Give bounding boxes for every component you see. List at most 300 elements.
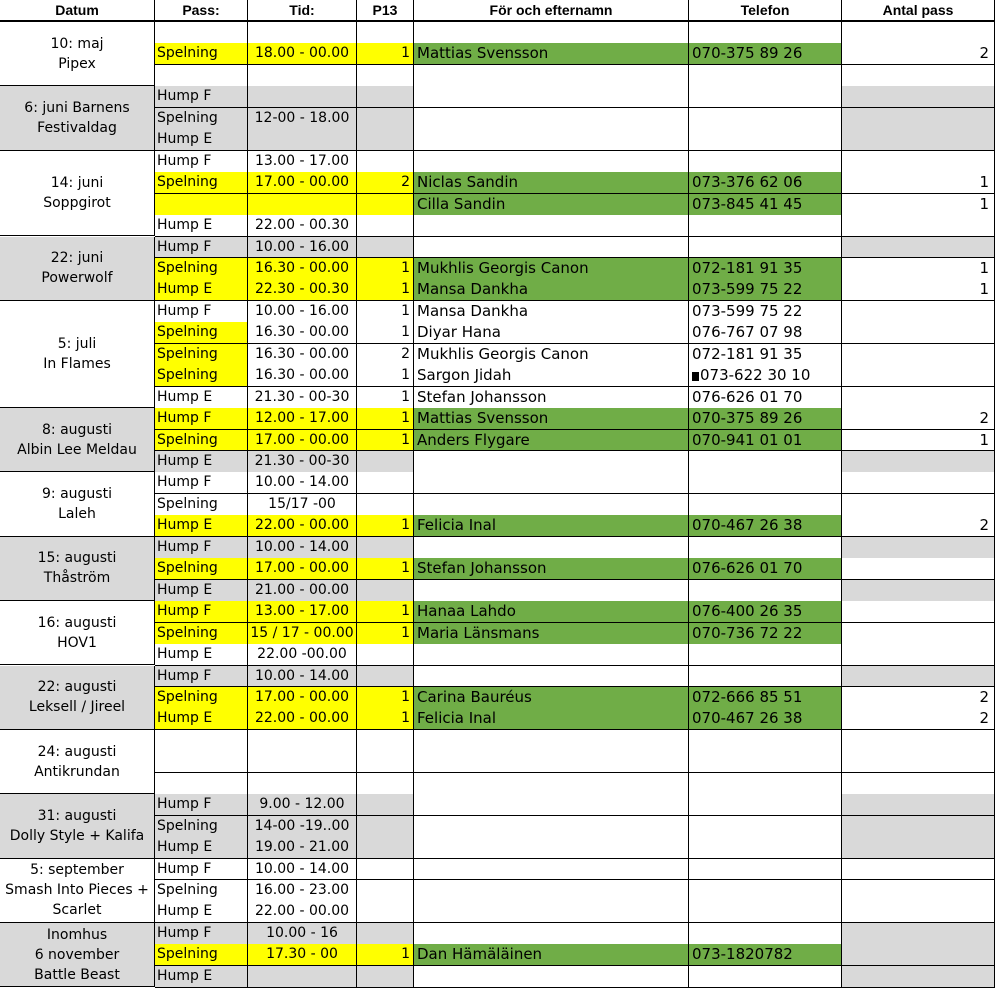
cell-pass[interactable] bbox=[155, 494, 248, 516]
cell-name[interactable] bbox=[414, 794, 689, 816]
cell-tel[interactable] bbox=[689, 387, 842, 409]
cell-pass[interactable] bbox=[155, 22, 248, 44]
cell-antal[interactable] bbox=[842, 43, 995, 65]
cell-pass[interactable] bbox=[155, 237, 248, 259]
cell-tid[interactable] bbox=[248, 880, 357, 902]
cell-name[interactable] bbox=[414, 580, 689, 602]
cell-antal[interactable] bbox=[842, 494, 995, 516]
cell-tel[interactable] bbox=[689, 279, 842, 301]
cell-pass[interactable] bbox=[155, 515, 248, 537]
cell-name[interactable] bbox=[414, 129, 689, 151]
cell-tel[interactable] bbox=[689, 22, 842, 44]
cell-p13[interactable] bbox=[357, 472, 414, 494]
cell-name[interactable] bbox=[414, 837, 689, 859]
cell-name[interactable] bbox=[414, 859, 689, 881]
cell-tid[interactable] bbox=[248, 344, 357, 366]
cell-antal[interactable] bbox=[842, 151, 995, 173]
cell-antal[interactable] bbox=[842, 923, 995, 945]
cell-tel[interactable] bbox=[689, 880, 842, 902]
cell-name[interactable] bbox=[414, 966, 689, 988]
cell-tel[interactable] bbox=[689, 322, 842, 344]
cell-name[interactable] bbox=[414, 344, 689, 366]
cell-antal[interactable] bbox=[842, 258, 995, 280]
cell-tid[interactable] bbox=[248, 537, 357, 559]
cell-text: Hump F bbox=[157, 410, 212, 427]
cell-tel[interactable] bbox=[689, 687, 842, 709]
cell-p13[interactable] bbox=[357, 65, 414, 87]
date-cell[interactable] bbox=[0, 601, 155, 665]
date-cell[interactable] bbox=[0, 408, 155, 472]
cell-p13[interactable] bbox=[357, 365, 414, 387]
cell-pass[interactable] bbox=[155, 558, 248, 580]
cell-tid[interactable] bbox=[248, 494, 357, 516]
cell-antal[interactable] bbox=[842, 966, 995, 988]
cell-pass[interactable] bbox=[155, 666, 248, 688]
date-cell[interactable] bbox=[0, 730, 155, 794]
cell-p13[interactable] bbox=[357, 258, 414, 280]
cell-pass[interactable] bbox=[155, 601, 248, 623]
cell-antal[interactable] bbox=[842, 751, 995, 773]
cell-p13[interactable] bbox=[357, 580, 414, 602]
cell-antal[interactable] bbox=[842, 623, 995, 645]
cell-tel[interactable] bbox=[689, 623, 842, 645]
cell-tid[interactable] bbox=[248, 601, 357, 623]
cell-tid[interactable] bbox=[248, 666, 357, 688]
cell-antal[interactable] bbox=[842, 322, 995, 344]
cell-antal[interactable] bbox=[842, 129, 995, 151]
cell-tel[interactable] bbox=[689, 108, 842, 130]
cell-pass[interactable] bbox=[155, 537, 248, 559]
date-cell[interactable] bbox=[0, 301, 155, 408]
cell-p13[interactable] bbox=[357, 666, 414, 688]
cell-text: 1 bbox=[401, 560, 410, 577]
cell-antal[interactable] bbox=[842, 301, 995, 323]
cell-p13[interactable] bbox=[357, 515, 414, 537]
cell-tel[interactable] bbox=[689, 666, 842, 688]
cell-tel[interactable] bbox=[689, 43, 842, 65]
cell-text: 1 bbox=[401, 688, 410, 705]
cell-pass[interactable] bbox=[155, 773, 248, 795]
cell-tel[interactable] bbox=[689, 129, 842, 151]
date-cell[interactable] bbox=[0, 472, 155, 536]
cell-tel[interactable] bbox=[689, 859, 842, 881]
cell-p13[interactable] bbox=[357, 451, 414, 473]
cell-tel[interactable] bbox=[689, 515, 842, 537]
cell-pass[interactable] bbox=[155, 301, 248, 323]
cell-tid[interactable] bbox=[248, 472, 357, 494]
cell-tel[interactable] bbox=[689, 751, 842, 773]
cell-pass[interactable] bbox=[155, 687, 248, 709]
cell-tel[interactable] bbox=[689, 730, 842, 752]
cell-tid[interactable] bbox=[248, 151, 357, 173]
cell-name[interactable] bbox=[414, 301, 689, 323]
cell-p13[interactable] bbox=[357, 923, 414, 945]
cell-antal[interactable] bbox=[842, 387, 995, 409]
cell-pass[interactable] bbox=[155, 194, 248, 216]
cell-pass[interactable] bbox=[155, 65, 248, 87]
cell-tid[interactable] bbox=[248, 558, 357, 580]
cell-tid[interactable] bbox=[248, 387, 357, 409]
cell-tel[interactable] bbox=[689, 301, 842, 323]
cell-name[interactable] bbox=[414, 451, 689, 473]
cell-name[interactable] bbox=[414, 537, 689, 559]
cell-tid[interactable] bbox=[248, 86, 357, 108]
cell-pass[interactable] bbox=[155, 151, 248, 173]
cell-pass[interactable] bbox=[155, 472, 248, 494]
cell-pass[interactable] bbox=[155, 279, 248, 301]
cell-p13[interactable] bbox=[357, 322, 414, 344]
cell-antal[interactable] bbox=[842, 194, 995, 216]
cell-antal[interactable] bbox=[842, 408, 995, 430]
cell-p13[interactable] bbox=[357, 751, 414, 773]
cell-p13[interactable] bbox=[357, 687, 414, 709]
cell-p13[interactable] bbox=[357, 344, 414, 366]
cell-tid[interactable] bbox=[248, 751, 357, 773]
cell-antal[interactable] bbox=[842, 344, 995, 366]
cell-tel[interactable] bbox=[689, 580, 842, 602]
cell-tid[interactable] bbox=[248, 730, 357, 752]
cell-text: 10.00 - 14.00 bbox=[254, 538, 350, 555]
cell-tel[interactable] bbox=[689, 472, 842, 494]
cell-name[interactable] bbox=[414, 751, 689, 773]
cell-p13[interactable] bbox=[357, 494, 414, 516]
cell-name[interactable] bbox=[414, 387, 689, 409]
cell-tel[interactable] bbox=[689, 794, 842, 816]
cell-antal[interactable] bbox=[842, 730, 995, 752]
cell-tid[interactable] bbox=[248, 708, 357, 730]
cell-tel[interactable] bbox=[689, 237, 842, 259]
cell-tid[interactable] bbox=[248, 966, 357, 988]
cell-tel[interactable] bbox=[689, 215, 842, 237]
cell-tid[interactable] bbox=[248, 430, 357, 452]
cell-p13[interactable] bbox=[357, 730, 414, 752]
cell-tid[interactable] bbox=[248, 451, 357, 473]
cell-p13[interactable] bbox=[357, 708, 414, 730]
cell-tel[interactable] bbox=[689, 923, 842, 945]
cell-pass[interactable] bbox=[155, 322, 248, 344]
date-cell[interactable] bbox=[0, 666, 155, 730]
cell-tid[interactable] bbox=[248, 644, 357, 666]
cell-name[interactable] bbox=[414, 86, 689, 108]
cell-antal[interactable] bbox=[842, 365, 995, 387]
cell-text: 2 bbox=[401, 345, 410, 362]
cell-tel[interactable] bbox=[689, 86, 842, 108]
cell-p13[interactable] bbox=[357, 623, 414, 645]
cell-tel[interactable] bbox=[689, 601, 842, 623]
cell-name[interactable] bbox=[414, 515, 689, 537]
cell-text: Dan Hämäläinen bbox=[417, 945, 543, 964]
cell-tid[interactable] bbox=[248, 944, 357, 966]
cell-p13[interactable] bbox=[357, 944, 414, 966]
cell-name[interactable] bbox=[414, 494, 689, 516]
cell-tid[interactable] bbox=[248, 65, 357, 87]
cell-p13[interactable] bbox=[357, 151, 414, 173]
cell-pass[interactable] bbox=[155, 837, 248, 859]
cell-tid[interactable] bbox=[248, 623, 357, 645]
cell-tid[interactable] bbox=[248, 515, 357, 537]
cell-p13[interactable] bbox=[357, 172, 414, 194]
cell-p13[interactable] bbox=[357, 601, 414, 623]
cell-antal[interactable] bbox=[842, 708, 995, 730]
date-cell[interactable] bbox=[0, 859, 155, 923]
cell-p13[interactable] bbox=[357, 773, 414, 795]
cell-name[interactable] bbox=[414, 816, 689, 838]
cell-tid[interactable] bbox=[248, 43, 357, 65]
cell-antal[interactable] bbox=[842, 515, 995, 537]
cell-p13[interactable] bbox=[357, 237, 414, 259]
cell-tid[interactable] bbox=[248, 258, 357, 280]
cell-text: Hump E bbox=[157, 517, 213, 534]
cell-p13[interactable] bbox=[357, 880, 414, 902]
cell-name[interactable] bbox=[414, 65, 689, 87]
cell-antal[interactable] bbox=[842, 558, 995, 580]
cell-tid[interactable] bbox=[248, 215, 357, 237]
cell-name[interactable] bbox=[414, 708, 689, 730]
cell-p13[interactable] bbox=[357, 558, 414, 580]
cell-tel[interactable] bbox=[689, 65, 842, 87]
cell-name[interactable] bbox=[414, 258, 689, 280]
cell-tid[interactable] bbox=[248, 923, 357, 945]
cell-pass[interactable] bbox=[155, 708, 248, 730]
cell-tel[interactable] bbox=[689, 365, 842, 387]
cell-name[interactable] bbox=[414, 151, 689, 173]
cell-pass[interactable] bbox=[155, 923, 248, 945]
cell-text: 2 bbox=[979, 709, 989, 728]
cell-pass[interactable] bbox=[155, 408, 248, 430]
cell-p13[interactable] bbox=[357, 194, 414, 216]
cell-tid[interactable] bbox=[248, 22, 357, 44]
cell-name[interactable] bbox=[414, 644, 689, 666]
cell-tel[interactable] bbox=[689, 430, 842, 452]
cell-pass[interactable] bbox=[155, 859, 248, 881]
cell-antal[interactable] bbox=[842, 666, 995, 688]
cell-pass[interactable] bbox=[155, 623, 248, 645]
cell-antal[interactable] bbox=[842, 537, 995, 559]
cell-tid[interactable] bbox=[248, 687, 357, 709]
cell-pass[interactable] bbox=[155, 365, 248, 387]
cell-tel[interactable] bbox=[689, 773, 842, 795]
cell-tid[interactable] bbox=[248, 773, 357, 795]
date-cell[interactable] bbox=[0, 86, 155, 150]
date-cell[interactable] bbox=[0, 151, 155, 237]
cell-pass[interactable] bbox=[155, 387, 248, 409]
cell-p13[interactable] bbox=[357, 837, 414, 859]
cell-antal[interactable] bbox=[842, 215, 995, 237]
cell-pass[interactable] bbox=[155, 430, 248, 452]
cell-p13[interactable] bbox=[357, 387, 414, 409]
cell-tel[interactable] bbox=[689, 837, 842, 859]
cell-name[interactable] bbox=[414, 623, 689, 645]
cell-antal[interactable] bbox=[842, 237, 995, 259]
cell-tel[interactable] bbox=[689, 344, 842, 366]
cell-tel[interactable] bbox=[689, 816, 842, 838]
cell-tid[interactable] bbox=[248, 901, 357, 923]
cell-p13[interactable] bbox=[357, 859, 414, 881]
cell-p13[interactable] bbox=[357, 430, 414, 452]
cell-p13[interactable] bbox=[357, 301, 414, 323]
cell-name[interactable] bbox=[414, 215, 689, 237]
cell-name[interactable] bbox=[414, 430, 689, 452]
cell-name[interactable] bbox=[414, 601, 689, 623]
cell-p13[interactable] bbox=[357, 408, 414, 430]
cell-tid[interactable] bbox=[248, 194, 357, 216]
cell-name[interactable] bbox=[414, 687, 689, 709]
cell-tid[interactable] bbox=[248, 365, 357, 387]
cell-tid[interactable] bbox=[248, 859, 357, 881]
cell-antal[interactable] bbox=[842, 279, 995, 301]
cell-name[interactable] bbox=[414, 923, 689, 945]
cell-antal[interactable] bbox=[842, 430, 995, 452]
cell-name[interactable] bbox=[414, 22, 689, 44]
cell-name[interactable] bbox=[414, 172, 689, 194]
cell-name[interactable] bbox=[414, 108, 689, 130]
cell-pass[interactable] bbox=[155, 580, 248, 602]
cell-tid[interactable] bbox=[248, 108, 357, 130]
cell-p13[interactable] bbox=[357, 43, 414, 65]
cell-antal[interactable] bbox=[842, 86, 995, 108]
cell-tid[interactable] bbox=[248, 580, 357, 602]
cell-text: Anders Flygare bbox=[417, 430, 530, 449]
cell-text: Hump F bbox=[157, 796, 212, 813]
cell-pass[interactable] bbox=[155, 451, 248, 473]
cell-antal[interactable] bbox=[842, 580, 995, 602]
date-line: 6 november bbox=[34, 946, 120, 963]
cell-pass[interactable] bbox=[155, 944, 248, 966]
date-line: Festivaldag bbox=[37, 120, 117, 137]
cell-tel[interactable] bbox=[689, 151, 842, 173]
cell-name[interactable] bbox=[414, 408, 689, 430]
cell-tel[interactable] bbox=[689, 258, 842, 280]
cell-tel[interactable] bbox=[689, 901, 842, 923]
cell-tel[interactable] bbox=[689, 494, 842, 516]
cell-antal[interactable] bbox=[842, 944, 995, 966]
cell-name[interactable] bbox=[414, 365, 689, 387]
cell-name[interactable] bbox=[414, 558, 689, 580]
cell-pass[interactable] bbox=[155, 172, 248, 194]
cell-text: 10.00 - 16.00 bbox=[254, 238, 350, 255]
cell-p13[interactable] bbox=[357, 129, 414, 151]
cell-name[interactable] bbox=[414, 773, 689, 795]
cell-name[interactable] bbox=[414, 472, 689, 494]
cell-p13[interactable] bbox=[357, 108, 414, 130]
date-cell[interactable] bbox=[0, 22, 155, 86]
cell-pass[interactable] bbox=[155, 966, 248, 988]
cell-text: 22.30 - 00.30 bbox=[254, 281, 350, 298]
cell-antal[interactable] bbox=[842, 22, 995, 44]
cell-p13[interactable] bbox=[357, 22, 414, 44]
date-cell[interactable] bbox=[0, 794, 155, 858]
cell-antal[interactable] bbox=[842, 65, 995, 87]
cell-antal[interactable] bbox=[842, 472, 995, 494]
cell-tel[interactable] bbox=[689, 194, 842, 216]
cell-pass[interactable] bbox=[155, 794, 248, 816]
cell-tel[interactable] bbox=[689, 966, 842, 988]
cell-antal[interactable] bbox=[842, 172, 995, 194]
cell-antal[interactable] bbox=[842, 837, 995, 859]
cell-tid[interactable] bbox=[248, 172, 357, 194]
cell-pass[interactable] bbox=[155, 901, 248, 923]
cell-tid[interactable] bbox=[248, 816, 357, 838]
cell-antal[interactable] bbox=[842, 108, 995, 130]
cell-tid[interactable] bbox=[248, 322, 357, 344]
cell-pass[interactable] bbox=[155, 258, 248, 280]
cell-p13[interactable] bbox=[357, 794, 414, 816]
date-cell[interactable] bbox=[0, 923, 155, 987]
cell-pass[interactable] bbox=[155, 644, 248, 666]
cell-antal[interactable] bbox=[842, 601, 995, 623]
cell-pass[interactable] bbox=[155, 344, 248, 366]
cell-antal[interactable] bbox=[842, 859, 995, 881]
cell-pass[interactable] bbox=[155, 108, 248, 130]
cell-tel[interactable] bbox=[689, 558, 842, 580]
cell-name[interactable] bbox=[414, 944, 689, 966]
cell-pass[interactable] bbox=[155, 730, 248, 752]
cell-p13[interactable] bbox=[357, 816, 414, 838]
cell-p13[interactable] bbox=[357, 215, 414, 237]
cell-antal[interactable] bbox=[842, 451, 995, 473]
date-cell[interactable] bbox=[0, 537, 155, 601]
cell-tid[interactable] bbox=[248, 237, 357, 259]
cell-tel[interactable] bbox=[689, 172, 842, 194]
cell-tel[interactable] bbox=[689, 537, 842, 559]
cell-name[interactable] bbox=[414, 237, 689, 259]
cell-antal[interactable] bbox=[842, 901, 995, 923]
cell-tel[interactable] bbox=[689, 451, 842, 473]
cell-name[interactable] bbox=[414, 43, 689, 65]
cell-antal[interactable] bbox=[842, 644, 995, 666]
cell-name[interactable] bbox=[414, 730, 689, 752]
cell-tel[interactable] bbox=[689, 708, 842, 730]
cell-p13[interactable] bbox=[357, 537, 414, 559]
cell-tid[interactable] bbox=[248, 408, 357, 430]
cell-p13[interactable] bbox=[357, 644, 414, 666]
cell-pass[interactable] bbox=[155, 43, 248, 65]
date-cell[interactable] bbox=[0, 237, 155, 301]
cell-antal[interactable] bbox=[842, 880, 995, 902]
cell-tid[interactable] bbox=[248, 301, 357, 323]
cell-pass[interactable] bbox=[155, 816, 248, 838]
cell-tid[interactable] bbox=[248, 837, 357, 859]
cell-pass[interactable] bbox=[155, 880, 248, 902]
cell-text: Spelning bbox=[157, 431, 218, 448]
cell-name[interactable] bbox=[414, 194, 689, 216]
cell-tel[interactable] bbox=[689, 644, 842, 666]
cell-name[interactable] bbox=[414, 901, 689, 923]
cell-antal[interactable] bbox=[842, 794, 995, 816]
cell-tel[interactable] bbox=[689, 944, 842, 966]
date-line: Thåström bbox=[43, 570, 111, 587]
cell-tid[interactable] bbox=[248, 279, 357, 301]
cell-name[interactable] bbox=[414, 279, 689, 301]
cell-antal[interactable] bbox=[842, 687, 995, 709]
cell-p13[interactable] bbox=[357, 966, 414, 988]
cell-pass[interactable] bbox=[155, 129, 248, 151]
cell-tid[interactable] bbox=[248, 129, 357, 151]
cell-p13[interactable] bbox=[357, 279, 414, 301]
cell-pass[interactable] bbox=[155, 86, 248, 108]
cell-antal[interactable] bbox=[842, 816, 995, 838]
cell-pass[interactable] bbox=[155, 215, 248, 237]
cell-name[interactable] bbox=[414, 322, 689, 344]
cell-tid[interactable] bbox=[248, 794, 357, 816]
cell-name[interactable] bbox=[414, 880, 689, 902]
cell-pass[interactable] bbox=[155, 751, 248, 773]
cell-tel[interactable] bbox=[689, 408, 842, 430]
cell-p13[interactable] bbox=[357, 901, 414, 923]
cell-p13[interactable] bbox=[357, 86, 414, 108]
cell-antal[interactable] bbox=[842, 773, 995, 795]
cell-name[interactable] bbox=[414, 666, 689, 688]
